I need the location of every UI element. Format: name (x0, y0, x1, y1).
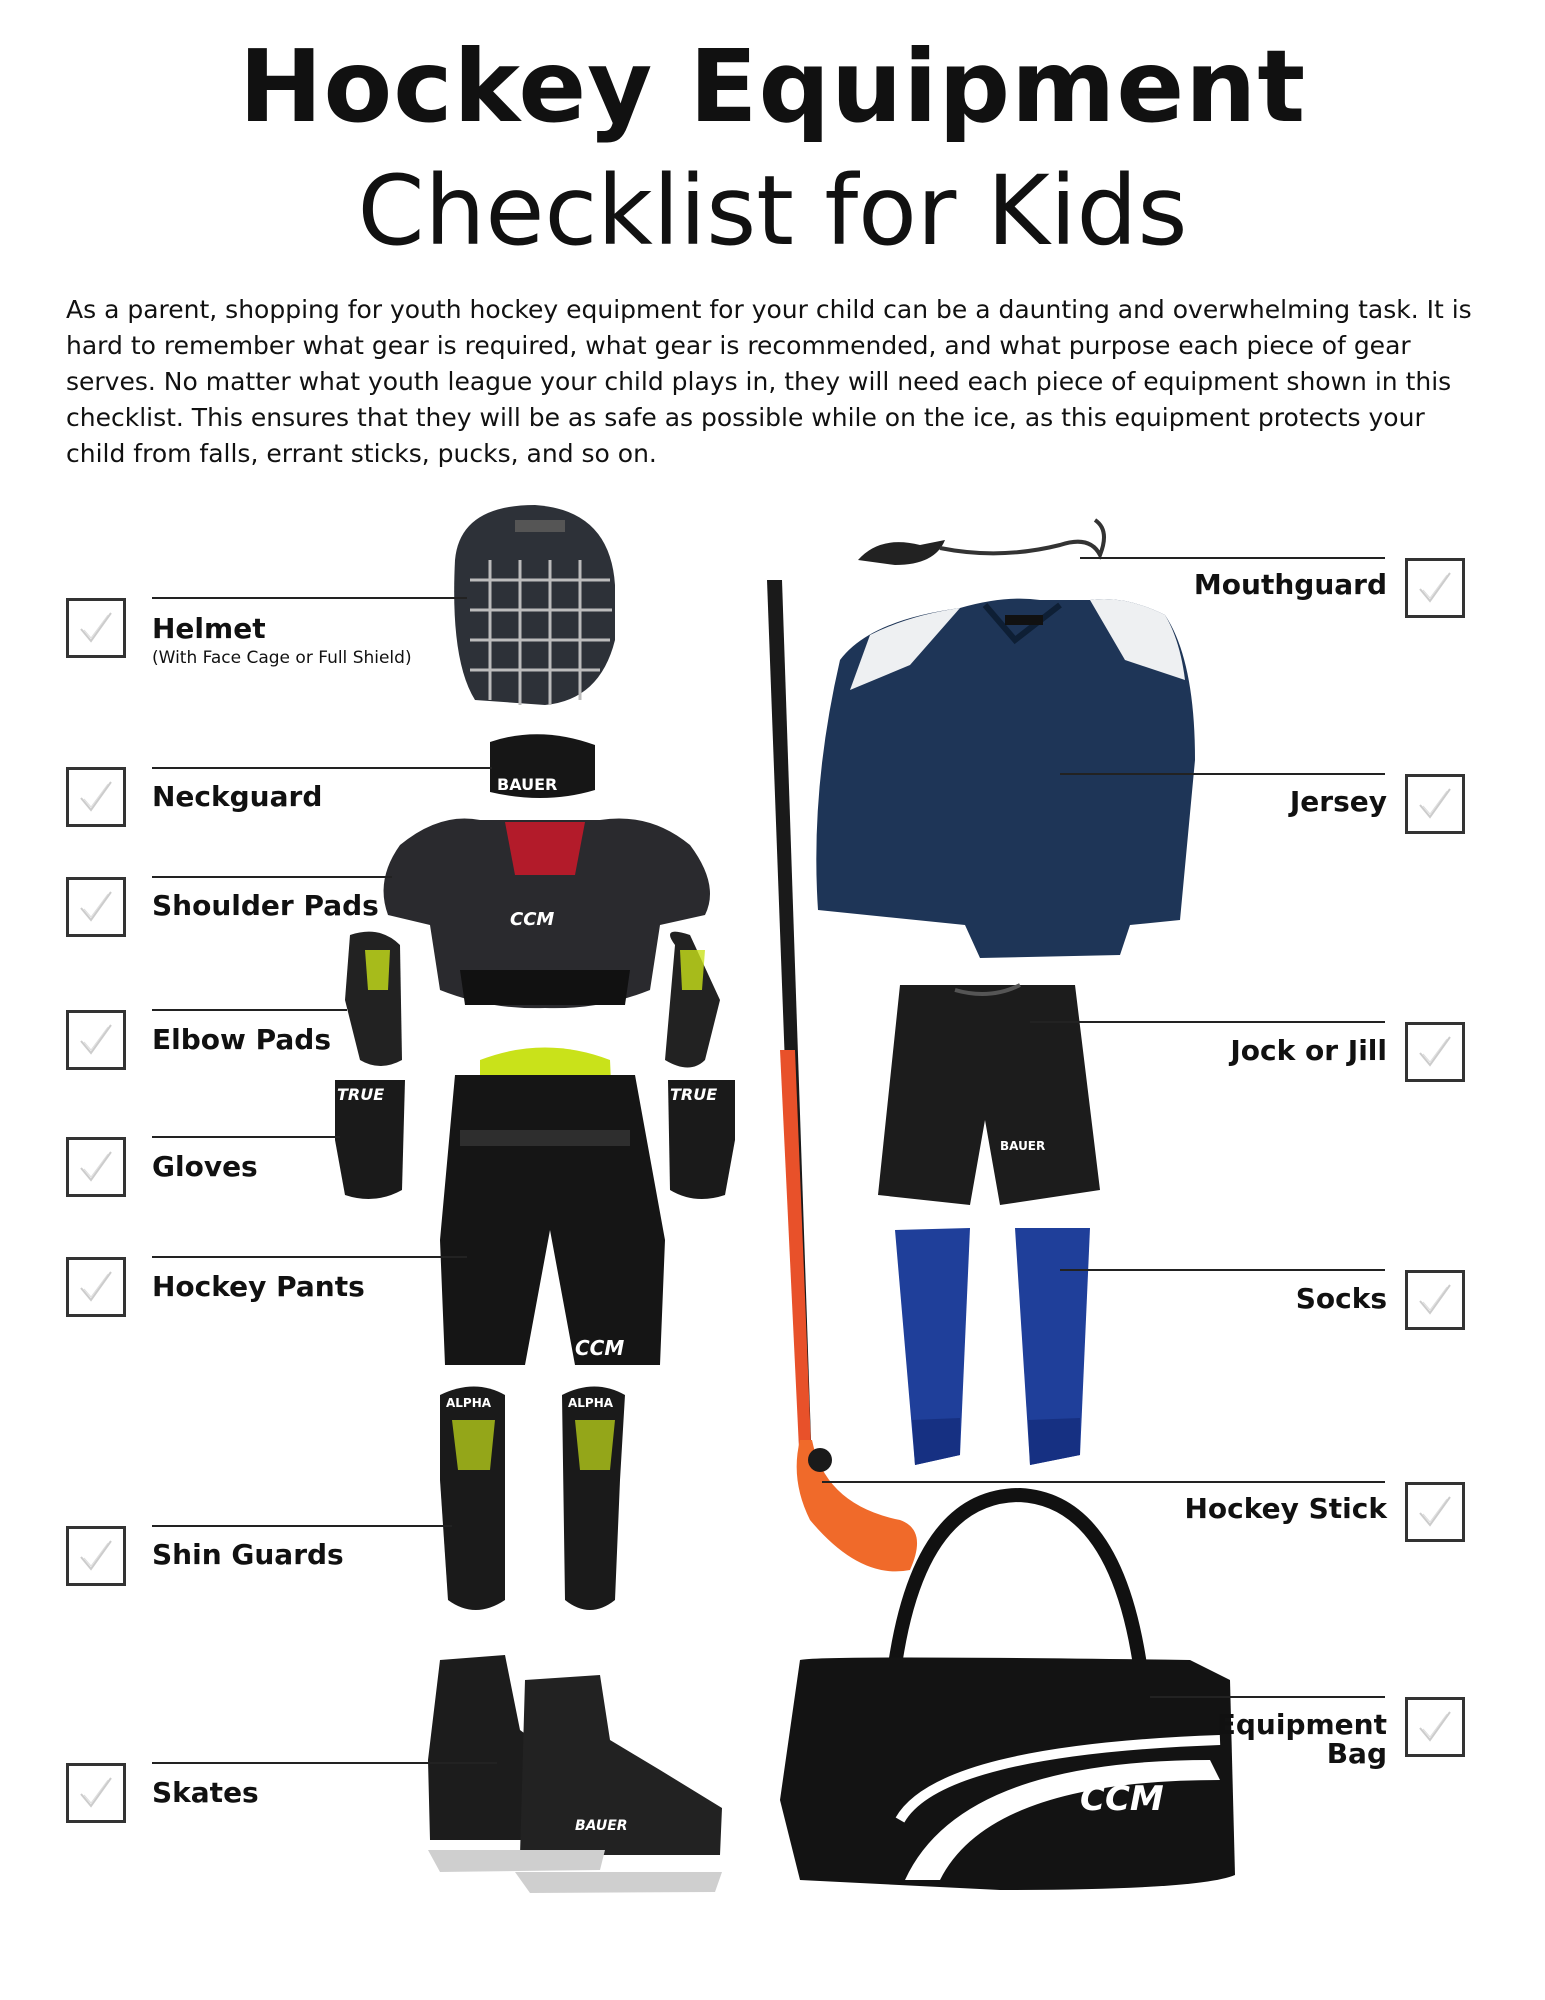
shin-guards-image (440, 1387, 625, 1611)
helmet-label: Helmet (152, 612, 266, 645)
checkmark-icon (1414, 1491, 1456, 1533)
helmet-checkbox[interactable] (66, 598, 126, 658)
checkmark-icon (75, 1535, 117, 1577)
mouthguard-checkbox[interactable] (1405, 558, 1465, 618)
checkmark-icon (1414, 567, 1456, 609)
socks-checkbox[interactable] (1405, 1270, 1465, 1330)
shin-guards-leader-line (152, 1525, 452, 1527)
equipment-bag-leader-line (1150, 1696, 1385, 1698)
checkmark-icon (1414, 1706, 1456, 1748)
skates-checkbox[interactable] (66, 1763, 126, 1823)
jersey-checkbox[interactable] (1405, 774, 1465, 834)
shoulder-pads-checkbox[interactable] (66, 877, 126, 937)
shoulder-pads-label: Shoulder Pads (152, 889, 379, 922)
page-subtitle: Checklist for Kids (357, 155, 1188, 267)
pants-brand: CCM (575, 1336, 625, 1360)
jersey-image (816, 599, 1195, 958)
equipment-bag-checkbox[interactable] (1405, 1697, 1465, 1757)
checkmark-icon (75, 1146, 117, 1188)
hockey-stick-checkbox[interactable] (1405, 1482, 1465, 1542)
elbow-pads-label: Elbow Pads (152, 1023, 331, 1056)
skates-brand: BAUER (575, 1818, 628, 1834)
gloves-checkbox[interactable] (66, 1137, 126, 1197)
shin-guards-checkbox[interactable] (66, 1526, 126, 1586)
gloves-leader-line (152, 1136, 340, 1138)
hockey-pants-leader-line (152, 1256, 467, 1258)
socks-leader-line (1060, 1269, 1385, 1271)
mouthguard-leader-line (1080, 557, 1385, 559)
helmet-leader-line (152, 597, 467, 599)
checkmark-icon (75, 886, 117, 928)
checkmark-icon (75, 776, 117, 818)
checkmark-icon (1414, 1031, 1456, 1073)
skates-label: Skates (152, 1776, 259, 1809)
shoulder-pads-leader-line (152, 876, 392, 878)
jock-shorts-image (878, 985, 1100, 1205)
mouthguard-image (858, 520, 1104, 565)
hockey-pants-image (440, 1048, 665, 1366)
page-title: Hockey Equipment (238, 28, 1307, 145)
jock-leader-line (1030, 1021, 1385, 1023)
shorts-brand: BAUER (1000, 1139, 1046, 1153)
jock-checkbox[interactable] (1405, 1022, 1465, 1082)
shin-right-brand: ALPHA (568, 1396, 614, 1410)
equipment-bag-label-line2: Bag (1326, 1737, 1387, 1770)
hockey-stick-label: Hockey Stick (1184, 1492, 1387, 1525)
checkmark-icon (75, 1019, 117, 1061)
glove-left-brand: TRUE (337, 1085, 385, 1104)
gloves-label: Gloves (152, 1150, 258, 1183)
socks-image (895, 1228, 1090, 1465)
shin-guards-label: Shin Guards (152, 1538, 344, 1571)
intro-paragraph: As a parent, shopping for youth hockey equipment for your child can be a daunting and overwhelming task. It is hard to remember what gear is required, what gear is recommended, and what purpose each piece of gear serves. No matter what youth league your child plays in, they will need each piece of equipment shown in this checklist. This ensures that they will be as safe as possible while on the ice, as this equipment protects your child from falls, errant sticks, pucks, and so on. (66, 295, 1472, 468)
checkmark-icon (1414, 783, 1456, 825)
shoulder-pads-image (384, 818, 710, 1008)
checkmark-icon (1414, 1279, 1456, 1321)
equipment-bag-label: Equipment (1216, 1708, 1387, 1741)
bag-brand: CCM (1080, 1779, 1164, 1819)
neckguard-brand: BAUER (497, 775, 558, 794)
jersey-label: Jersey (1289, 785, 1387, 818)
skates-leader-line (152, 1762, 497, 1764)
jersey-leader-line (1060, 773, 1385, 775)
shin-left-brand: ALPHA (446, 1396, 492, 1410)
checkmark-icon (75, 607, 117, 649)
socks-label: Socks (1295, 1282, 1387, 1315)
checkmark-icon (75, 1266, 117, 1308)
skates-image (428, 1655, 722, 1893)
neckguard-checkbox[interactable] (66, 767, 126, 827)
hockey-stick-leader-line (822, 1481, 1385, 1483)
helmet-sublabel: (With Face Cage or Full Shield) (152, 648, 412, 668)
jock-label: Jock or Jill (1230, 1034, 1387, 1067)
elbow-pads-checkbox[interactable] (66, 1010, 126, 1070)
checkmark-icon (75, 1772, 117, 1814)
neckguard-image (490, 734, 595, 798)
hockey-pants-checkbox[interactable] (66, 1257, 126, 1317)
mouthguard-label: Mouthguard (1193, 568, 1387, 601)
neckguard-leader-line (152, 767, 492, 769)
neckguard-label: Neckguard (152, 780, 323, 813)
helmet-image (454, 505, 615, 705)
hockey-pants-label: Hockey Pants (152, 1270, 365, 1303)
glove-right-brand: TRUE (670, 1085, 718, 1104)
elbow-pads-leader-line (152, 1009, 347, 1011)
shoulder-brand: CCM (510, 909, 555, 930)
